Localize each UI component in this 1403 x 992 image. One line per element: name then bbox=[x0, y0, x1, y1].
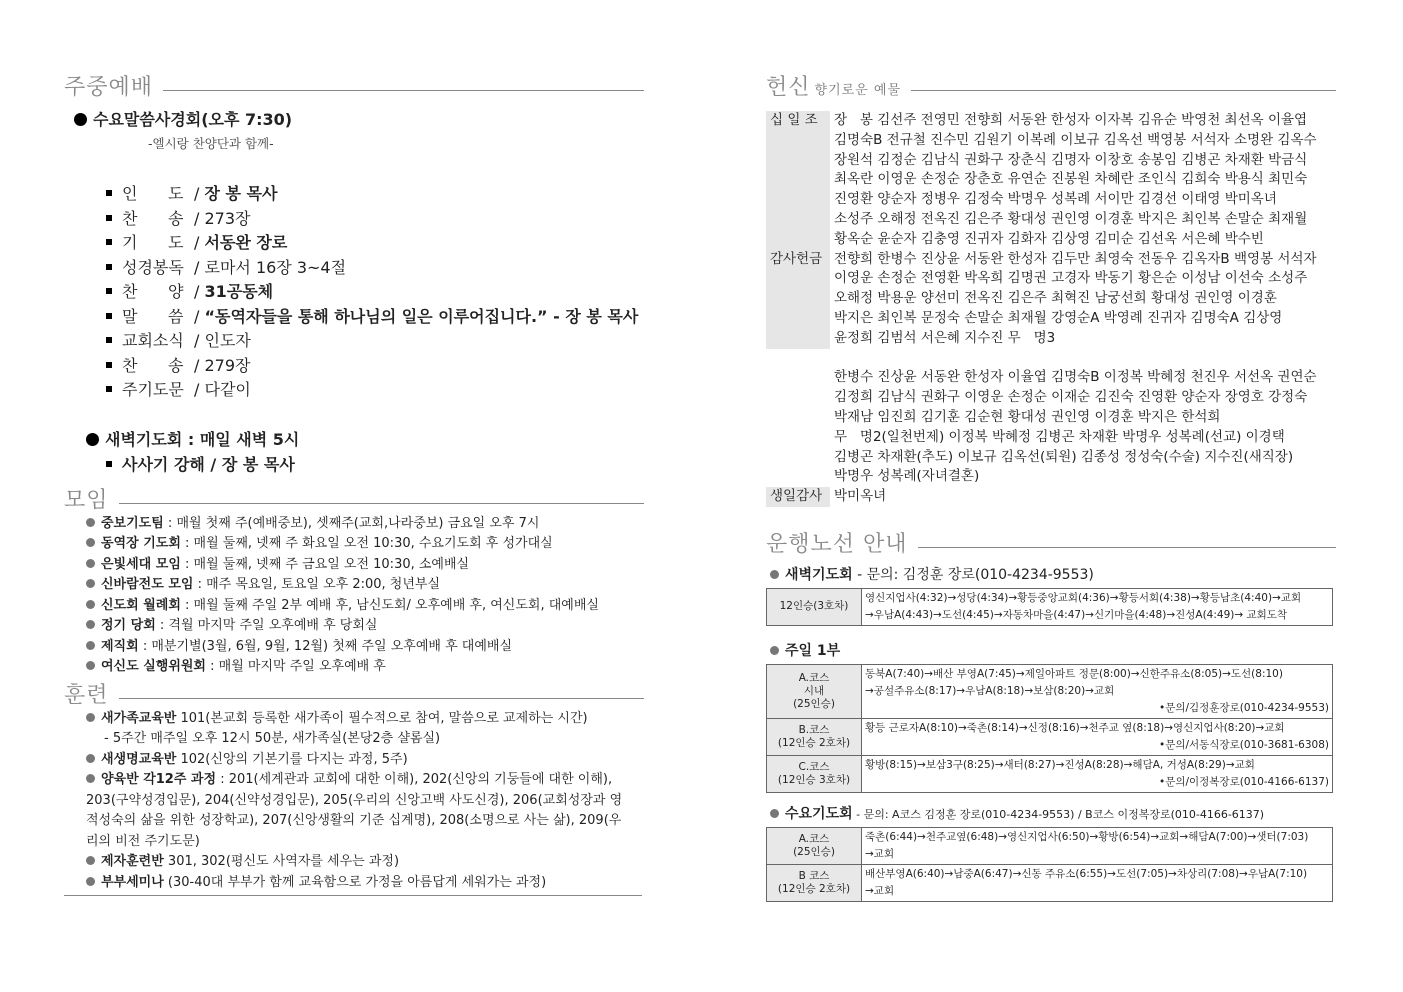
training-item bbox=[86, 750, 626, 771]
meeting-name: 중보기도팀 bbox=[101, 515, 164, 531]
order-value: 다같이 bbox=[204, 380, 251, 399]
order-value: 279장 bbox=[204, 355, 251, 375]
bullet-dot-icon bbox=[86, 754, 95, 763]
route-contact: •문의/이정복장로(010-4166-6137) bbox=[1159, 775, 1329, 788]
route-label: C.코스 (12인승 3호차) bbox=[767, 755, 862, 792]
bullet-disc-icon bbox=[74, 113, 87, 126]
wednesday-route-table bbox=[766, 827, 1333, 902]
bottom-divider bbox=[64, 895, 642, 896]
offering-names: 전향희 한병수 진상윤 서동완 한성자 김두만 최영숙 전동우 김옥자B 백영봉 서석자 이영운 손정순 전영환 박옥희 김명권 고경자 박동기 황은순 이성남 이선숙 소성주 오해정 박용운 양선미 전옥진 김은주 최혁진 남궁선희 황대성 권인영 이경훈 박지은 최인복 문정숙 손말순 최재월 강영순A 박영례 진귀자 김명숙A 김상영 윤정희 김범석 서은혜 지수진 무 명3 bbox=[834, 250, 1317, 346]
offering-label: 감사헌금 bbox=[766, 250, 830, 349]
bullet-dot-icon bbox=[86, 661, 95, 670]
training-desc: 101(본교회 등록한 새가족이 필수적으로 참여, 말씀으로 교제하는 시간) bbox=[176, 710, 588, 726]
meeting-item bbox=[86, 575, 644, 596]
wednesday-route-contact: - 문의: A코스 김정훈 장로(010-4234-9553) / B코스 이정복장로(010-4166-6137) bbox=[852, 807, 1265, 821]
routes-section-header bbox=[766, 527, 1336, 558]
route-label: A.코스 (25인승) bbox=[767, 827, 862, 864]
meetings-title: 모임 bbox=[64, 487, 109, 513]
dawn-title: 새벽기도회 : 매일 새벽 5시 bbox=[105, 429, 300, 449]
route-label: B 코스 (12인승 2호차) bbox=[767, 864, 862, 901]
order-label: 기 도 bbox=[122, 233, 184, 252]
dawn-prayer bbox=[86, 427, 644, 477]
meeting-desc: : 매월 마지막 주일 오후예배 후 bbox=[206, 659, 386, 674]
route-row bbox=[767, 588, 1333, 625]
meeting-name: 동역장 기도회 bbox=[101, 536, 181, 551]
training-name: 새가족교육반 bbox=[101, 710, 177, 726]
training-section-header bbox=[64, 678, 644, 709]
bullet-dot-icon bbox=[86, 538, 95, 547]
left-column bbox=[64, 70, 644, 896]
order-label: 말 씀 bbox=[122, 306, 184, 326]
offering-label: 생일감사 bbox=[766, 487, 830, 507]
offering-row bbox=[766, 349, 1336, 488]
route-path: 황등 근로자A(8:10)→죽촌(8:14)→신정(8:16)→천주교 옆(8:18)→영신지업사(8:20)→교회 •문의/서동식장로(010-3681-6308) bbox=[862, 718, 1333, 755]
route-path: 동북A(7:40)→배산 부영A(7:45)→제일아파트 정문(8:00)→신한주유소(8:05)→도선(8:10) →공설주유소(8:17)→우남A(8:18)→보삼(8:20)→교회 •문의/김정훈장로(010-4234-9553) bbox=[862, 664, 1333, 718]
meeting-name: 신도회 월례회 bbox=[101, 597, 181, 613]
bullet-square-icon bbox=[106, 313, 112, 319]
offering-names: 박미옥녀 bbox=[834, 488, 887, 505]
order-value: 31공동체 bbox=[204, 282, 274, 301]
order-item: 성경봉독 / 로마서 16장 3~4절 bbox=[106, 256, 644, 281]
order-item: 찬 송 / 273장 bbox=[106, 207, 644, 232]
route-path: 황방(8:15)→보삼3구(8:25)→새터(8:27)→진성A(8:28)→해담A, 거성A(8:29)→교회 •문의/이정복장로(010-4166-6137) bbox=[862, 755, 1333, 792]
divider bbox=[911, 90, 1336, 91]
order-value: 서동완 장로 bbox=[204, 233, 288, 252]
bullet-square-icon bbox=[106, 264, 112, 270]
meeting-desc: : 격월 마지막 주일 오후예배 후 당회실 bbox=[155, 618, 378, 633]
sunday-route-table bbox=[766, 664, 1333, 793]
training-item bbox=[86, 873, 626, 894]
bullet-dot-icon bbox=[770, 809, 779, 818]
order-item: 찬 송 / 279장 bbox=[106, 354, 644, 379]
wednesday-route-header bbox=[770, 803, 1336, 823]
route-label: A.코스 시내 (25인승) bbox=[767, 664, 862, 718]
order-label: 주기도문 bbox=[122, 380, 184, 399]
bullet-dot-icon bbox=[770, 570, 779, 579]
order-item: 찬 양 / 31공동체 bbox=[106, 280, 644, 305]
bullet-disc-icon bbox=[86, 433, 99, 446]
divider bbox=[918, 547, 1336, 548]
bullet-dot-icon bbox=[86, 518, 95, 527]
dawn-route-title: 새벽기도회 bbox=[785, 566, 853, 583]
bullet-dot-icon bbox=[86, 600, 95, 609]
service-order bbox=[106, 182, 644, 403]
meeting-desc: : 매월 둘째, 넷째 주 금요일 오전 10:30, 소예배실 bbox=[180, 556, 470, 572]
training-item bbox=[86, 852, 626, 873]
training-item bbox=[86, 709, 626, 730]
route-label: B.코스 (12인승 2호차) bbox=[767, 718, 862, 755]
bullet-square-icon bbox=[106, 288, 112, 294]
route-row bbox=[767, 755, 1333, 792]
meeting-item bbox=[86, 514, 644, 535]
offering-names: 한병수 진상윤 서동완 한성자 이율엽 김명숙B 이정복 박혜정 천진우 서선옥 권연순 김정희 김남식 권화구 이영운 손정순 이재순 김진숙 진영환 양순자 장영호 강정숙 박재남 임진희 김기훈 김순현 황대성 권인영 이경훈 박지은 한석희 무 명2(일천번제) 이정복 박혜정 김병곤 차재환 박명우 성복례(선교) 이경택 김병곤 차재환(추도) 이보규 김옥선(퇴원) 김종성 정성숙(수술) 지수진(새직장) 박명우 성복례(자녀결혼) bbox=[834, 369, 1317, 485]
offering-row bbox=[766, 250, 1336, 349]
bullet-dot-icon bbox=[86, 579, 95, 588]
meeting-item bbox=[86, 555, 644, 576]
training-list bbox=[86, 709, 626, 894]
divider bbox=[119, 698, 644, 699]
training-name: 부부세미나 bbox=[101, 874, 164, 890]
bullet-dot-icon bbox=[86, 559, 95, 568]
order-label: 찬 송 bbox=[122, 208, 184, 228]
order-label: 찬 양 bbox=[122, 282, 184, 301]
order-value: 장 봉 목사 bbox=[204, 184, 278, 203]
order-value: 로마서 16장 3~4절 bbox=[204, 257, 347, 277]
bullet-square-icon bbox=[106, 190, 112, 196]
meeting-item bbox=[86, 657, 644, 678]
meeting-name: 제직회 bbox=[101, 638, 139, 654]
route-contact: •문의/서동식장로(010-3681-6308) bbox=[1159, 738, 1329, 751]
order-item: 말 씀 / “동역자들을 통해 하나님의 일은 이루어집니다.” - 장 봉 목사 bbox=[106, 305, 644, 330]
order-item: 기 도 / 서동완 장로 bbox=[106, 231, 644, 256]
meeting-desc: : 매분기별(3월, 6월, 9월, 12월) 첫째 주일 오후예배 후 대예배실 bbox=[138, 638, 513, 654]
training-extra: - 5주간 매주일 오후 12시 50분, 새가족실(본당2층 샬롬실) bbox=[104, 731, 441, 746]
offering-table bbox=[766, 111, 1336, 507]
bullet-dot-icon bbox=[86, 877, 95, 886]
order-label: 인 도 bbox=[122, 184, 184, 203]
wednesday-title: 수요말씀사경회(오후 7:30) bbox=[93, 110, 293, 129]
wednesday-service bbox=[74, 107, 644, 152]
training-item bbox=[86, 770, 626, 852]
dawn-subtitle: 사사기 강해 / 장 봉 목사 bbox=[122, 454, 295, 474]
meeting-item bbox=[86, 637, 644, 658]
bullet-square-icon bbox=[106, 337, 112, 343]
order-label: 성경봉독 bbox=[122, 257, 184, 277]
meeting-name: 정기 당회 bbox=[101, 618, 156, 633]
worship-title: 주중예배 bbox=[64, 75, 154, 100]
sunday-route-title: 주일 1부 bbox=[785, 642, 841, 659]
sunday-route-header bbox=[770, 640, 1336, 660]
meeting-desc: : 매주 목요일, 토요일 오후 2:00, 청년부실 bbox=[193, 577, 441, 592]
bullet-dot-icon bbox=[770, 646, 779, 655]
meeting-item bbox=[86, 596, 644, 617]
bullet-dot-icon bbox=[86, 856, 95, 865]
order-value: “동역자들을 통해 하나님의 일은 이루어집니다.” - 장 봉 목사 bbox=[204, 306, 639, 326]
route-label: 12인승(3호차) bbox=[767, 588, 862, 625]
order-value: 273장 bbox=[204, 208, 251, 228]
dawn-route-header bbox=[770, 564, 1336, 584]
offering-row bbox=[766, 487, 1336, 507]
wednesday-route-title: 수요기도회 bbox=[785, 805, 853, 822]
order-value: 인도자 bbox=[204, 331, 251, 350]
bullet-square-icon bbox=[106, 362, 112, 368]
offering-row bbox=[766, 111, 1336, 250]
meeting-item bbox=[86, 616, 644, 637]
offering-label: 십 일 조 bbox=[766, 111, 830, 250]
order-item: 주기도문 / 다같이 bbox=[106, 378, 644, 403]
route-row bbox=[767, 664, 1333, 718]
route-path: 죽촌(6:44)→천주교옆(6:48)→영신지업사(6:50)→황방(6:54)→교회→해담A(7:00)→샛터(7:03) →교회 bbox=[862, 827, 1333, 864]
meeting-desc: : 매월 첫째 주(예배중보), 셋째주(교회,나라중보) 금요일 오후 7시 bbox=[163, 515, 540, 531]
route-path: 영신지업사(4:32)→성당(4:34)→황등중앙교회(4:36)→황등서회(4:38)→황등남초(4:40)→교회 →우남A(4:43)→도선(4:45)→자동차마을(4:47)→신기마을(4:48)→진성A(4:49)→ 교회도착 bbox=[862, 588, 1333, 625]
meeting-desc: : 매월 둘째 주일 2부 예배 후, 남신도회/ 오후예배 후, 여신도회, 대예배실 bbox=[180, 597, 599, 613]
bullet-dot-icon bbox=[86, 641, 95, 650]
meeting-name: 신바람전도 모임 bbox=[101, 577, 194, 592]
order-label: 찬 송 bbox=[122, 355, 184, 375]
offering-section-header bbox=[766, 70, 1336, 101]
order-item: 교회소식 / 인도자 bbox=[106, 329, 644, 354]
dawn-route-table bbox=[766, 588, 1333, 626]
training-title: 훈련 bbox=[64, 682, 109, 708]
bullet-dot-icon bbox=[86, 713, 95, 722]
meeting-name: 은빛세대 모임 bbox=[101, 556, 181, 572]
wednesday-subtitle: -엘시랑 찬양단과 함께- bbox=[148, 136, 274, 151]
meeting-desc: : 매월 둘째, 넷째 주 화요일 오전 10:30, 수요기도회 후 성가대실 bbox=[180, 536, 553, 551]
meeting-name: 여신도 실행위원회 bbox=[101, 659, 206, 674]
bullet-square-icon bbox=[106, 386, 112, 392]
routes-title: 운행노선 안내 bbox=[766, 531, 908, 557]
training-desc: 102(신앙의 기본기를 다지는 과정, 5주) bbox=[176, 751, 408, 767]
meetings-list bbox=[86, 514, 644, 678]
training-name: 제자훈련반 bbox=[101, 854, 164, 869]
worship-section-header bbox=[64, 70, 644, 101]
dawn-route-contact: - 문의: 김정훈 장로(010-4234-9553) bbox=[852, 566, 1094, 583]
route-row bbox=[767, 864, 1333, 901]
training-desc: 301, 302(평신도 사역자를 세우는 과정) bbox=[163, 854, 400, 869]
training-name: 새생명교육반 bbox=[101, 751, 177, 767]
bullet-square-icon bbox=[106, 215, 112, 221]
training-desc: : 201(세계관과 교회에 대한 이해), 202(신앙의 기둥들에 대한 이해), 203(구약성경입문), 204(신약성경입문), 205(우리의 신앙고백 사도신경), 206(교회성장과 영적성숙의 삶을 위한 성장학교), 207(신앙생활의 기준 십계명), 208(소명으로 사는 삶), 209(우리의 비전 주기도문) bbox=[86, 772, 623, 849]
route-row bbox=[767, 718, 1333, 755]
offering-subtitle: 향기로운 예물 bbox=[814, 83, 901, 98]
bullet-dot-icon bbox=[86, 620, 95, 629]
order-item: 인 도 / 장 봉 목사 bbox=[106, 182, 644, 207]
meeting-item bbox=[86, 534, 644, 555]
offering-label bbox=[766, 349, 830, 488]
offering-title: 헌신 bbox=[766, 75, 811, 100]
divider bbox=[163, 90, 644, 91]
bullet-square-icon bbox=[106, 461, 112, 467]
bullet-dot-icon bbox=[86, 774, 95, 783]
order-label: 교회소식 bbox=[122, 331, 184, 350]
bullet-square-icon bbox=[106, 239, 112, 245]
offering-names: 장 봉 김선주 전영민 전향희 서동완 한성자 이자복 김유순 박영천 최선옥 이율엽 김명숙B 전규철 진수민 김원기 이복례 이보규 김옥선 백영봉 서석자 소명완 김옥수 장원석 김정순 김남식 권화구 장춘식 김명자 이창호 송봉임 김병곤 차재환 박금식 최옥란 이영운 손정순 장춘호 유연순 진봉원 차혜란 조인식 김희숙 박용식 최민숙 진영환 양순자 정병우 김정숙 박명우 성복례 서이만 김경선 이태영 박미옥녀 소성주 오해정 전옥진 김은주 황대성 권인영 이경훈 박지은 최인복 손말순 최재월 황옥순 윤순자 김충영 진귀자 김화자 김상영 김미순 김선옥 서은혜 박수빈 bbox=[834, 112, 1317, 247]
route-row bbox=[767, 827, 1333, 864]
divider bbox=[119, 503, 644, 504]
training-name: 양육반 각12주 과정 bbox=[101, 772, 217, 787]
route-path: 배산부영A(6:40)→남중A(6:47)→신동 주유소(6:55)→도선(7:05)→차상리(7:08)→우남A(7:10) →교회 bbox=[862, 864, 1333, 901]
training-desc: (30-40대 부부가 함께 교육함으로 가정을 아름답게 세워가는 과정) bbox=[163, 874, 547, 890]
right-column bbox=[766, 70, 1336, 902]
meetings-section-header bbox=[64, 483, 644, 514]
route-contact: •문의/김정훈장로(010-4234-9553) bbox=[1159, 701, 1329, 714]
